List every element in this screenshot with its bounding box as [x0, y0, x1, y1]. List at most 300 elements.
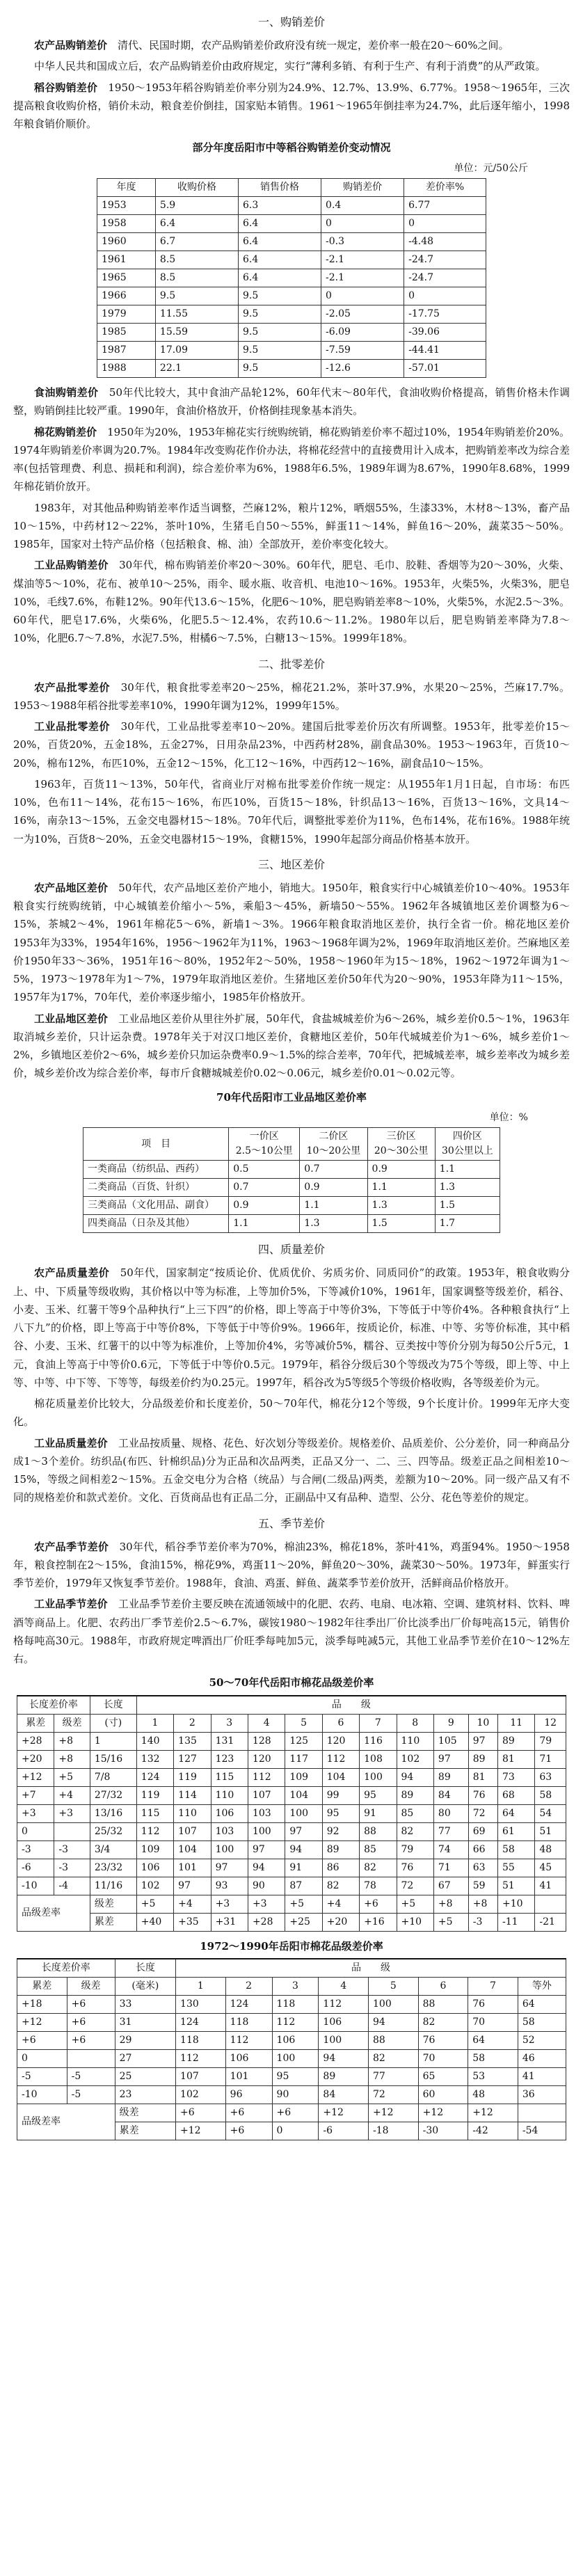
table-cell: +4	[322, 1895, 359, 1913]
table-row	[97, 269, 486, 287]
paragraph-text: 清代、民国时期，农产品购销差价政府没有统一规定，差价率一般在20～60%之间。	[118, 39, 509, 51]
table-cell: 9.5	[238, 305, 321, 324]
table-cell: 0	[272, 2122, 319, 2140]
table-cell: -2.1	[321, 269, 404, 287]
paragraph-label: 食油购销差价	[34, 386, 99, 399]
table-cell: 96	[225, 2085, 272, 2104]
table-cell: 106	[319, 2013, 369, 2031]
table-cell: 112	[322, 1750, 359, 1768]
table-cell: +12	[468, 2104, 518, 2122]
table-row	[97, 305, 486, 324]
table-title: 70年代岳阳市工业品地区差价率	[216, 1090, 367, 1104]
table-cell: 114	[174, 1786, 211, 1804]
table-cell: -24.7	[404, 251, 486, 269]
table-cell: 0	[404, 215, 486, 233]
table-row	[17, 1859, 566, 1877]
table-cell: 117	[285, 1750, 322, 1768]
grade-header: 8	[397, 1714, 433, 1732]
table-title: 部分年度岳阳市中等稻谷购销差价变动情况	[192, 141, 391, 154]
footer-label: 品级差率	[17, 1895, 90, 1931]
table-cell: 76	[397, 1859, 433, 1877]
table-cell: 104	[174, 1840, 211, 1859]
header-step: 级差	[54, 1714, 90, 1732]
table-cell: 64	[497, 1804, 534, 1822]
table-title: 1972～1990年岳阳市棉花品级差价率	[200, 1939, 383, 1953]
table-cell: 112	[272, 2013, 319, 2031]
table-cell: 58	[497, 1840, 534, 1859]
table-cell: +8	[468, 1895, 497, 1913]
table-cell: 51	[535, 1822, 566, 1840]
table-cell: 25/32	[90, 1822, 136, 1840]
table-cell: 94	[319, 2049, 369, 2067]
table-cell: 110	[397, 1732, 433, 1750]
table-cell: 84	[433, 1786, 468, 1804]
table-cell: 58	[535, 1786, 566, 1804]
header-step: 级差	[67, 1977, 115, 1995]
table-cell: 71	[535, 1750, 566, 1768]
table-cell: 3/4	[90, 1840, 136, 1859]
section-heading-5: 五、季节差价	[257, 1516, 325, 1530]
table-cell: 106	[225, 2049, 272, 2067]
table-cell: 23/32	[90, 1859, 136, 1877]
table-row	[17, 1768, 566, 1786]
paragraph-label: 工业品批零差价	[34, 720, 111, 733]
table-cell: 106	[211, 1804, 248, 1822]
table-cell: 8.5	[155, 251, 238, 269]
table-cell: +6	[17, 2031, 67, 2049]
table-cell: 41	[518, 2067, 566, 2085]
table-cell: 77	[369, 2067, 419, 2085]
table-cell: 6.4	[238, 215, 321, 233]
table-cell: 99	[322, 1786, 359, 1804]
table-cell: -10	[17, 2085, 67, 2104]
table-cell: 0	[321, 215, 404, 233]
table-cell: 100	[369, 1995, 419, 2013]
table-cell: 1965	[97, 269, 156, 287]
table-cell: 103	[248, 1804, 285, 1822]
table-row	[97, 215, 486, 233]
column-header: 一价区 2.5～10公里	[229, 1128, 300, 1161]
table-cell: 108	[360, 1750, 397, 1768]
table-cell: 27/32	[90, 1786, 136, 1804]
paragraph-text: 1950～1953年稻谷购销差价率分别为24.9%、12.7%、13.9%、6.77%。1958～1965年，三次提高粮食收购价格，销价未动，粮食差价倒挂，国家贴本销售。1961～1965年倒挂率为24.7%，此后逐年缩小，1998年粮食销价顺价。	[13, 81, 570, 130]
section-heading-1: 一、购销差价	[257, 15, 325, 29]
grade-header: 6	[418, 1977, 468, 1995]
table-cell: 60	[418, 2085, 468, 2104]
column-header: 差价率%	[404, 179, 486, 197]
paragraph-label: 农产品批零差价	[34, 681, 111, 694]
table-cell: +28	[248, 1913, 285, 1931]
table-cell: 118	[272, 1995, 319, 2013]
table-cell: 84	[319, 2085, 369, 2104]
paragraph	[13, 423, 570, 496]
table-cell: 110	[211, 1786, 248, 1804]
table-cell: 79	[535, 1732, 566, 1750]
table-cell: 58	[518, 2013, 566, 2031]
paragraph	[13, 879, 570, 1007]
table-cell: 74	[433, 1840, 468, 1859]
table-cell: +5	[397, 1895, 433, 1913]
header-length-unit: (寸)	[90, 1714, 136, 1732]
paragraph	[13, 36, 570, 54]
table-cell: +40	[136, 1913, 173, 1931]
table-cell: 104	[322, 1768, 359, 1786]
table-cell: 124	[225, 1995, 272, 2013]
table-cell: 132	[136, 1750, 173, 1768]
table-cell: 59	[468, 1877, 497, 1895]
table-cell: 101	[174, 1859, 211, 1877]
table-cell: -42	[468, 2122, 518, 2140]
header-length-unit: (毫米)	[115, 1977, 175, 1995]
table-cell: +5	[433, 1913, 468, 1931]
table-cell: +20	[17, 1750, 54, 1768]
table-cell: 46	[518, 2049, 566, 2067]
table-cell: 125	[285, 1732, 322, 1750]
header-length-rate: 长度差价率	[17, 1696, 90, 1715]
table-unit: 单位：%	[489, 1111, 528, 1123]
footer-cumulative-label: 累差	[115, 2122, 175, 2140]
table-cell: 31	[115, 2013, 175, 2031]
table-cell: 0.4	[321, 197, 404, 215]
table-row	[83, 1197, 500, 1215]
table-cell: 25	[115, 2067, 175, 2085]
grade-header: 5	[285, 1714, 322, 1732]
table-cell: 1.3	[435, 1179, 500, 1197]
table-cell: 110	[174, 1804, 211, 1822]
column-header: 二价区 10～20公里	[300, 1128, 367, 1161]
table-cell: 1.1	[367, 1179, 435, 1197]
table-cell: 81	[468, 1768, 497, 1786]
table-cell: 73	[497, 1768, 534, 1786]
paragraph-label: 工业品购销差价	[34, 559, 109, 572]
grade-header: 4	[248, 1714, 285, 1732]
table-cell: 27	[115, 2049, 175, 2067]
table-cell: -6.09	[321, 324, 404, 342]
table-cell: 124	[176, 2013, 226, 2031]
table-row	[17, 1995, 566, 2013]
table-cell: 1.7	[435, 1215, 500, 1233]
table-cell: 68	[497, 1786, 534, 1804]
table-cell: 53	[468, 2067, 518, 2085]
table-cell: 67	[433, 1877, 468, 1895]
header-cumulative: 累差	[17, 1977, 67, 1995]
table-cell: 107	[248, 1786, 285, 1804]
grade-header: 3	[272, 1977, 319, 1995]
table-cell: +12	[176, 2122, 226, 2140]
paragraph-text: 1950年为20%，1953年棉花实行统购统销，棉花购销差价率不超过10%，1954年购销差价20%。1974年购销差价率调为20.7%。1984年改变购花作价办法，将棉花经营中的直接费用计入成本，把购销差率改为综合差率(包括管理费、利息、损耗和利润)，综合差价率为6%，1988年6.5%，1989年调为8.67%，1990年8.68%，1999年棉花销价放开。	[13, 425, 570, 493]
table-cell: 124	[136, 1768, 173, 1786]
table-cell: 112	[176, 2049, 226, 2067]
table-cell: 109	[285, 1768, 322, 1786]
table-cell: -11	[497, 1913, 534, 1931]
table-row	[17, 2013, 566, 2031]
table-cell: 90	[248, 1877, 285, 1895]
table-cell: +12	[319, 2104, 369, 2122]
table-cell: 107	[174, 1822, 211, 1840]
paragraph-text: 30年代，粮食批零差率20～25%，棉花21.2%，茶叶37.9%，水果20～25%，苎麻17.7%。1953～1988年稻谷批零差率10%，1990年调为12%，1999年15%。	[13, 681, 570, 712]
table-cell: 17.09	[155, 342, 238, 360]
table-cell: 76	[468, 1995, 518, 2013]
column-header: 三价区 20～30公里	[367, 1128, 435, 1161]
table-cell: 11/16	[90, 1877, 136, 1895]
table-cell: +25	[285, 1913, 322, 1931]
table-cell: +5	[285, 1895, 322, 1913]
grade-header: 9	[433, 1714, 468, 1732]
grade-header: 11	[497, 1714, 534, 1732]
table-cell: 101	[225, 2067, 272, 2085]
table-cell: 1.1	[300, 1197, 367, 1215]
paragraph-label: 工业品质量差价	[34, 1436, 108, 1449]
table-cell: 103	[211, 1822, 248, 1840]
table-cell: -17.75	[404, 305, 486, 324]
regional-price-table	[83, 1127, 500, 1233]
table-cell: 91	[360, 1804, 397, 1822]
table-cell: 102	[136, 1877, 173, 1895]
table-cell: +10	[397, 1913, 433, 1931]
table-cell: 6.77	[404, 197, 486, 215]
table-cell: 97	[248, 1840, 285, 1859]
table-cell: 1.1	[229, 1215, 300, 1233]
table-cell	[535, 1895, 566, 1913]
table-row	[17, 2031, 566, 2049]
column-header: 收购价格	[155, 179, 238, 197]
table-cell: -57.01	[404, 360, 486, 378]
table-cell: 72	[468, 1804, 497, 1822]
table-cell: -21	[535, 1913, 566, 1931]
table-row	[97, 342, 486, 360]
table-cell: +6	[67, 2013, 115, 2031]
table-unit: 单位：元/50公斤	[454, 162, 528, 174]
table-cell: 106	[272, 2031, 319, 2049]
grade-header: 1	[176, 1977, 226, 1995]
table-cell: 94	[248, 1859, 285, 1877]
table-cell: +6	[67, 1995, 115, 2013]
table-cell: +10	[497, 1895, 534, 1913]
table-cell: 79	[397, 1840, 433, 1859]
table-cell: 140	[136, 1732, 173, 1750]
table-cell: 102	[176, 2085, 226, 2104]
table-cell: 102	[397, 1750, 433, 1768]
column-header: 购销差价	[321, 179, 404, 197]
table-cell: 23	[115, 2085, 175, 2104]
table-cell: +5	[54, 1768, 90, 1786]
table-cell: 85	[397, 1804, 433, 1822]
table-cell: 6.4	[238, 251, 321, 269]
table-cell: 1	[90, 1732, 136, 1750]
table-cell: 87	[285, 1877, 322, 1895]
table-cell: 89	[497, 1732, 534, 1750]
paragraph: 1983年，对其他品种购销差率作适当调整，苎麻12%，粮片12%，晒烟55%，生漆33%，木材8～13%，畜产品10～15%，中药材12～22%，茶叶10%，生猪毛自50～55%，鲜蛋11～14%，鲜鱼16～20%，蔬菜35～50%。1985年，国家对土特产品价格（包括粮食、棉、油）全部放开，差价率变化较大。	[13, 501, 570, 550]
table-cell: 76	[418, 2031, 468, 2049]
table-cell: +3	[248, 1895, 285, 1913]
table-cell: -18	[369, 2122, 419, 2140]
table-cell: 91	[285, 1859, 322, 1877]
table-cell: 119	[136, 1786, 173, 1804]
table-cell: 89	[433, 1768, 468, 1786]
table-cell: 9.5	[238, 342, 321, 360]
paragraph-text: 30年代，稻谷季节差价率为70%，棉油23%，棉花18%，茶叶41%，鸡蛋94%。1950～1958年，粮食控制在2～15%，食油15%，棉花9%，鸡蛋11～20%，鲜鱼20～30%，蔬菜30～50%。1973年，鲜蛋实行季节差价，1979年又恢复季节差价。1988年，食油、鸡蛋、鲜鱼、蔬菜季节差价放开，活鲜商品价格放开。	[13, 1540, 570, 1589]
paragraph-label: 农产品购销差价	[34, 39, 108, 51]
table-cell: 94	[369, 2013, 419, 2031]
table-cell: 82	[369, 2049, 419, 2067]
table-cell: 0	[17, 1822, 54, 1840]
paragraph	[13, 1010, 570, 1083]
table-cell: 72	[397, 1877, 433, 1895]
table-cell: 36	[518, 2085, 566, 2104]
table-row	[83, 1179, 500, 1197]
document-page	[13, 0, 570, 2140]
table-cell: 89	[322, 1840, 359, 1859]
footer-step-label: 级差	[115, 2104, 175, 2122]
table-row	[83, 1215, 500, 1233]
table-row	[17, 1804, 566, 1822]
table-cell: 112	[136, 1822, 173, 1840]
paragraph	[13, 717, 570, 772]
table-row	[17, 1822, 566, 1840]
paragraph	[13, 1595, 570, 1668]
table-cell: 6.4	[238, 233, 321, 251]
table-cell: -4.48	[404, 233, 486, 251]
table-cell: 112	[248, 1768, 285, 1786]
table-cell: -5	[67, 2067, 115, 2085]
paragraph-text: 50年代，农产品地区差价产地小，销地大。1950年，粮食实行中心城镇差价10～40%。1953年粮食实行统购统销，中心城镇差价缩小～5%，乘船3～45%，新墙50～55%。1962年各城镇地区差价调整为6～15%，茶城2～4%，1961年棉花5～6%，新墙1～3%。1966年粮食取消地区差价，执行全省一价。棉花地区差价1953年为33%，1954年16%，1956～1962年为11%，1963～1968年调为2%，1969年取消地区差价。苎麻地区差价1950年33～36%，1951年16～80%，1952年2～50%，1958～1960年为15～18%，1962～1972年调为1～5%，1973～1978年为1～7%，1979年取消地区差价。生猪地区差价50年代为20～90%，1953年降为11～15%，1957年为17%，70年代，差价率逐步缩小，1985年价格放开。	[13, 881, 570, 1004]
paragraph-label: 农产品地区差价	[34, 881, 109, 894]
table-cell: -3	[17, 1840, 54, 1859]
paragraph: 中华人民共和国成立后，农产品购销差价由政府规定，实行“薄利多销、有利于生产、有利于消费”的从严政策。	[34, 60, 546, 73]
table-cell	[67, 2049, 115, 2067]
table-cell: 70	[468, 2013, 518, 2031]
paragraph	[13, 79, 570, 134]
table-cell: 6.3	[238, 197, 321, 215]
table-row	[17, 1786, 566, 1804]
grade-header: 10	[468, 1714, 497, 1732]
table-cell: 63	[468, 1859, 497, 1877]
grade-header: 7	[360, 1714, 397, 1732]
table-cell: 64	[518, 1995, 566, 2013]
table-cell: 78	[360, 1877, 397, 1895]
paragraph-label: 农产品质量差价	[34, 1266, 110, 1280]
paragraph-text: 工业品按质量、规格、花色、好次划分等级差价。规格差价、品质差价、公分差价，同一种商品分成1～3个差价。纺织品(布匹、针棉织品)分为正品和次品两类，正品又分一、二、三、四等品。级差正品之间相差10～15%，等级之间相差2～15%。五金交电分为合格（统品）与合闸(二级品)两类，差额为10～20%。同一级产品又有不同的规格差价和款式差价。文化、百货商品也有正品二分，正副品中又有品种、造型、公分、花色等差价的规定。	[13, 1436, 570, 1504]
table-cell: 0	[404, 287, 486, 305]
table-cell: 70	[418, 2049, 468, 2067]
table-cell: 9.5	[238, 287, 321, 305]
table-cell: +6	[360, 1895, 397, 1913]
table-cell: -30	[418, 2122, 468, 2140]
table-cell: 76	[468, 1786, 497, 1804]
table-cell: 82	[322, 1877, 359, 1895]
grade-header: 2	[225, 1977, 272, 1995]
table-cell: 104	[285, 1786, 322, 1804]
table-cell: 1988	[97, 360, 156, 378]
table-cell: -3	[468, 1913, 497, 1931]
table-cell: 9.5	[155, 287, 238, 305]
paragraph-label: 工业品季节差价	[34, 1598, 108, 1611]
column-header: 销售价格	[238, 179, 321, 197]
table-cell: -2.1	[321, 251, 404, 269]
table-row	[97, 251, 486, 269]
table-cell: -54	[518, 2122, 566, 2140]
table-cell: +12	[418, 2104, 468, 2122]
table-cell: 105	[433, 1732, 468, 1750]
paragraph	[13, 1538, 570, 1593]
table-cell: +8	[54, 1732, 90, 1750]
rice-price-table	[97, 178, 486, 378]
paragraph-text: 50年代比较大，其中食油产品轮12%，60年代末～80年代，食油收购价格提高，销售价格未作调整，购销倒挂比较严重。1990年，食油价格放开，价格倒挂现象基本消失。	[13, 386, 570, 418]
table-cell: -5	[17, 2067, 67, 2085]
table-cell: +12	[369, 2104, 419, 2122]
table-cell: +28	[17, 1732, 54, 1750]
table-cell: 97	[285, 1822, 322, 1840]
table-cell: 80	[433, 1804, 468, 1822]
table-cell: 54	[535, 1804, 566, 1822]
cotton-grade-table-1972	[17, 1958, 566, 2140]
paragraph-text: 30年代，棉布购销差价率20～30%。60年代，肥皂、毛巾、胶鞋、香烟等为20～30%，火柴、煤油等5～10%，花布、被单10～25%，雨伞、暖水瓶、收音机、电池10～16%。1953年，火柴5%，火柴3%，肥皂10%，毛线7.6%，布鞋12%。90年代13.6～15%，化肥6～10%，肥皂购销差率8～10%，火柴5%，水泥2.5～3%。60年代，肥皂17.6%，火柴6%，化肥5.5～12.4%，农药10.6～11.2%。1980年以后，肥皂购销差率降为7.8～10%，化肥6.7～7.8%，水泥7.5%，柑橘6～7.5%，白糖13～15%。1999年18%。	[13, 559, 570, 645]
table-cell: 15/16	[90, 1750, 136, 1768]
footer-row-cumulative	[17, 1913, 566, 1931]
table-cell: 1979	[97, 305, 156, 324]
table-cell: -0.3	[321, 233, 404, 251]
table-cell: 51	[497, 1877, 534, 1895]
table-row	[97, 324, 486, 342]
table-cell: 89	[468, 1750, 497, 1768]
table-cell: +12	[17, 2013, 67, 2031]
table-cell: 65	[418, 2067, 468, 2085]
table-cell: -3	[54, 1840, 90, 1859]
table-row	[97, 197, 486, 215]
table-cell: 115	[211, 1768, 248, 1786]
grade-header: 12	[535, 1714, 566, 1732]
table-cell: +6	[67, 2031, 115, 2049]
table-cell: 9.5	[238, 324, 321, 342]
table-cell: 106	[136, 1859, 173, 1877]
table-cell: 94	[397, 1768, 433, 1786]
table-cell: 33	[115, 1995, 175, 2013]
table-cell: 115	[136, 1804, 173, 1822]
table-cell: 94	[285, 1840, 322, 1859]
table-cell: +31	[211, 1913, 248, 1931]
table-cell: 1961	[97, 251, 156, 269]
footer-row-step	[17, 2104, 566, 2122]
paragraph-text: 工业品地区差价从里往外扩展，50年代，食盐城城差价为6～26%，城乡差价0.5～1%，1963年取消城乡差价，只计运杂费。1978年关于对汉口地区差价，食糖地区差价，50年代城城差价为1～6%，城乡差价1～2%，乡镇地区差价2～6%，城乡差价只加运杂费率0.9～1.5%的综合差率，70年代，把城城差率，城乡差率改为城乡差价，城乡差价改为综合差价率，每市斤食糖城城差价0.02～0.06元，城乡差价0.01～0.02元等。	[13, 1012, 570, 1080]
table-row	[17, 2085, 566, 2104]
paragraph: 棉花质量差价比较大，分品级差价和长度差价，50～70年代，棉花分12个等级，9个长度计价。1999年无序大变化。	[13, 1397, 570, 1429]
table-cell: 97	[433, 1750, 468, 1768]
paragraph	[13, 678, 570, 715]
table-cell	[54, 1822, 90, 1840]
table-cell: +20	[322, 1913, 359, 1931]
table-row	[17, 1877, 566, 1895]
table-cell: 1953	[97, 197, 156, 215]
table-title: 50～70年代岳阳市棉花品级差价率	[209, 1676, 374, 1689]
table-cell: 0.9	[229, 1197, 300, 1215]
footer-row-step	[17, 1895, 566, 1913]
table-cell: -2.05	[321, 305, 404, 324]
paragraph-text: 30年代，工业品批零差率10～20%。建国后批零差价历次有所调整。1953年，批零差价15～20%，百货20%，五金18%，五金27%，日用杂品23%，中西药材28%，副食品30%。1953～1963年，百货10～20%，棉布12%，布匹10%，五金12～15%，化工12～16%，中西药12～16%，副食品10～15%。	[13, 720, 570, 770]
table-cell: 48	[535, 1840, 566, 1859]
table-cell: 0.7	[229, 1179, 300, 1197]
header-grade: 品 级	[176, 1959, 566, 1978]
table-cell: 15.59	[155, 324, 238, 342]
table-row	[83, 1161, 500, 1179]
table-cell: 127	[174, 1750, 211, 1768]
cotton-grade-table-1950s	[17, 1695, 566, 1932]
table-cell: 120	[248, 1750, 285, 1768]
paragraph	[13, 556, 570, 647]
table-cell: +6	[225, 2104, 272, 2122]
table-cell: 0	[17, 2049, 67, 2067]
table-cell: -39.06	[404, 324, 486, 342]
table-cell: 82	[360, 1859, 397, 1877]
